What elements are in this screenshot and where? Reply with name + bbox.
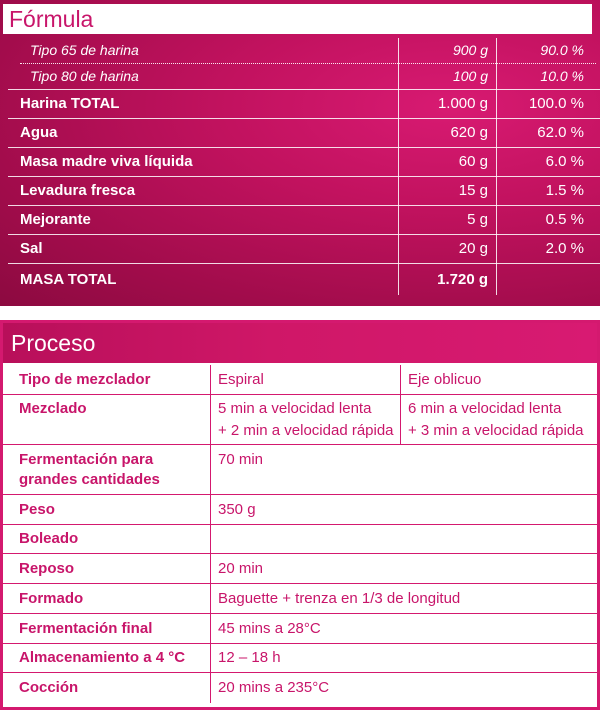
ingredient-label: Sal xyxy=(20,240,43,257)
total-amount: 1.720 g xyxy=(437,270,488,288)
proceso-title: Proceso xyxy=(3,323,597,363)
ingredient-label: Tipo 65 de harina xyxy=(30,42,139,58)
process-row xyxy=(3,614,597,644)
process-row xyxy=(3,644,597,673)
process-value: 5 min a velocidad lenta + 2 min a velocidad rápida xyxy=(218,399,394,439)
formula-row xyxy=(0,89,600,118)
process-value: 45 mins a 28°C xyxy=(218,619,321,637)
row-divider xyxy=(8,234,600,235)
process-label: Fermentación final xyxy=(19,619,153,637)
process-row xyxy=(3,495,597,525)
column-divider xyxy=(496,38,497,295)
ingredient-amount: 20 g xyxy=(458,240,488,257)
ingredient-percent: 62.0 % xyxy=(537,124,584,141)
row-divider xyxy=(8,89,600,90)
column-divider xyxy=(210,365,211,703)
process-row xyxy=(3,554,597,584)
column-divider xyxy=(398,38,399,295)
formula-panel xyxy=(0,0,600,306)
column-divider xyxy=(400,365,401,445)
process-row xyxy=(3,395,597,445)
process-row xyxy=(3,673,597,703)
row-divider xyxy=(8,147,600,148)
process-label: Formado xyxy=(19,589,84,607)
formula-row xyxy=(0,118,600,147)
process-label: Tipo de mezclador xyxy=(19,370,151,388)
ingredient-amount: 15 g xyxy=(458,182,488,199)
ingredient-percent: 2.0 % xyxy=(545,240,584,257)
process-row xyxy=(3,365,597,395)
ingredient-percent: 1.5 % xyxy=(545,182,584,199)
process-value: Espiral xyxy=(218,370,264,388)
process-value-alt: Eje oblicuo xyxy=(408,370,482,388)
ingredient-label: Tipo 80 de harina xyxy=(30,68,139,84)
process-row xyxy=(3,525,597,554)
ingredient-label: Agua xyxy=(20,124,58,141)
process-label: Peso xyxy=(19,500,55,518)
ingredient-percent: 6.0 % xyxy=(545,153,584,170)
process-label: Fermentación para grandes cantidades xyxy=(19,450,160,488)
process-value-alt: 6 min a velocidad lenta + 3 min a velocidad rápida xyxy=(408,399,584,439)
process-value: Baguette + trenza en 1/3 de longitud xyxy=(218,589,461,607)
ingredient-label: Mejorante xyxy=(20,211,91,228)
row-divider xyxy=(8,263,600,264)
process-label: Almacenamiento a 4 °C xyxy=(19,649,186,666)
process-label: Cocción xyxy=(19,679,79,696)
ingredient-label: Masa madre viva líquida xyxy=(20,153,193,170)
ingredient-amount: 620 g xyxy=(450,124,488,141)
process-row xyxy=(3,445,597,495)
ingredient-percent: 100.0 % xyxy=(528,95,584,112)
ingredient-amount: 900 g xyxy=(452,42,488,58)
ingredient-amount: 60 g xyxy=(458,153,488,170)
process-value: 70 min xyxy=(218,451,264,468)
row-divider xyxy=(20,63,596,64)
ingredient-amount: 1.000 g xyxy=(437,95,488,112)
process-label: Reposo xyxy=(19,559,75,577)
proceso-panel xyxy=(0,320,600,710)
process-label: Boleado xyxy=(19,530,79,547)
ingredient-amount: 5 g xyxy=(467,211,488,228)
process-value: 20 mins a 235°C xyxy=(218,679,330,696)
row-divider xyxy=(8,118,600,119)
ingredient-label: Harina TOTAL xyxy=(20,95,120,112)
ingredient-percent: 90.0 % xyxy=(540,42,584,58)
ingredient-percent: 10.0 % xyxy=(540,68,584,84)
ingredient-amount: 100 g xyxy=(452,68,488,84)
ingredient-percent: 0.5 % xyxy=(545,211,584,228)
process-label: Mezclado xyxy=(19,400,87,417)
process-row xyxy=(3,584,597,614)
formula-title: Fórmula xyxy=(3,4,592,34)
process-value: 350 g xyxy=(218,500,256,518)
formula-row xyxy=(0,234,600,263)
row-divider xyxy=(8,205,600,206)
formula-row xyxy=(0,64,600,88)
total-label: MASA TOTAL xyxy=(20,270,117,288)
formula-row xyxy=(0,38,600,62)
formula-row xyxy=(0,176,600,205)
process-value: 12 – 18 h xyxy=(218,649,281,666)
ingredient-label: Levadura fresca xyxy=(20,182,136,199)
formula-total-row xyxy=(0,263,600,295)
process-value: 20 min xyxy=(218,559,264,577)
formula-row xyxy=(0,147,600,176)
row-divider xyxy=(8,176,600,177)
formula-row xyxy=(0,205,600,234)
